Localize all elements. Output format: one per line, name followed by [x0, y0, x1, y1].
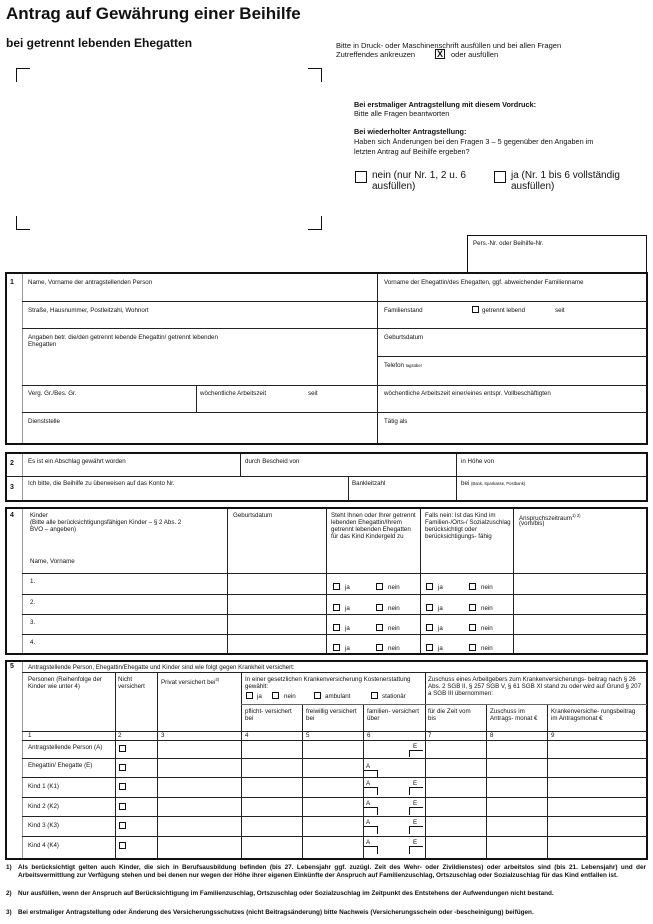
- section-5-number: 5: [10, 663, 14, 670]
- s5-row-line: [22, 777, 647, 778]
- changes-no-checkbox[interactable]: [355, 171, 367, 183]
- repeat-application-heading: Bei wiederholter Antragstellung:: [354, 127, 467, 136]
- family-insured-letter-e: E: [413, 743, 418, 750]
- child-1-ja-label: ja: [438, 584, 443, 591]
- child-row-number: 2.: [30, 599, 36, 606]
- s5-row-line: [22, 836, 647, 837]
- child-2-nein-label: nein: [388, 605, 400, 612]
- child-birth-label: Geburtsdatum: [233, 512, 273, 519]
- phone-label-text: Telefon: [384, 362, 404, 369]
- family-insured-a-box[interactable]: [364, 807, 378, 815]
- child-2-ja-label: ja: [345, 605, 350, 612]
- s5-col-line-2: [157, 672, 158, 858]
- weekly-hours-full-label: wöchentliche Arbeitszeit einer/eines entspr. Vollbeschäftigten: [384, 390, 551, 397]
- not-insured-checkbox-3[interactable]: [119, 783, 126, 790]
- s3-col-line-1: [348, 476, 349, 500]
- not-insured-checkbox-4[interactable]: [119, 803, 126, 810]
- child-3-nein-label: nein: [481, 625, 493, 632]
- child-3-benefit-nein-checkbox[interactable]: [376, 624, 383, 631]
- s5-colnum-line-bottom: [22, 740, 647, 741]
- child-1-benefit-nein-checkbox[interactable]: [376, 583, 383, 590]
- section-1-number: 1: [10, 279, 14, 286]
- section-3-number: 3: [10, 484, 14, 491]
- weekly-since-label: seit: [308, 390, 318, 397]
- family-insured-letter-e: E: [413, 800, 418, 807]
- child-2-nein-label: nein: [481, 605, 493, 612]
- reimbursement-yes-label: ja: [257, 693, 262, 700]
- address-corner-tr: [308, 68, 322, 82]
- child-1-considered-ja-checkbox[interactable]: [426, 583, 433, 590]
- person-row-label: Ehegattin/ Ehegatte (E): [28, 762, 93, 769]
- personnel-number-label: Pers.-Nr. oder Beihilfe-Nr.: [473, 240, 544, 247]
- column-number: 7: [428, 732, 432, 739]
- person-row-label: Kind 2 (K2): [28, 803, 59, 810]
- column-number: 9: [551, 732, 555, 739]
- family-insured-letter-a: A: [366, 819, 371, 826]
- account-label: Ich bitte, die Beihilfe zu überweisen auf das Konto Nr.: [28, 480, 175, 487]
- s4-row-line: [22, 594, 647, 595]
- inpatient-checkbox[interactable]: [371, 692, 378, 699]
- deduction-label: Es ist ein Abschlag gewährt worden: [28, 458, 126, 465]
- employer-subsidy-label: Zuschuss eines Arbeitgebers zum Krankenversicherungs- beitrag nach § 26 Abs. 2 SGB II, § 257 SGB V, § 61 SGB XI stand zu oder wird auf Grund § 207 a SGB III übernommen:: [428, 676, 642, 697]
- family-insured-a-box[interactable]: [364, 787, 378, 795]
- address-corner-br: [308, 216, 322, 230]
- child-4-benefit-nein-checkbox[interactable]: [376, 644, 383, 651]
- s5-row-line: [22, 797, 647, 798]
- phone-label: [384, 362, 422, 369]
- s4-col-line-2: [326, 509, 327, 653]
- family-insured-a-box[interactable]: [364, 770, 378, 777]
- reimbursement-no-label: nein: [284, 693, 296, 700]
- s5-col-line-3: [241, 672, 242, 858]
- child-1-nein-label: nein: [388, 584, 400, 591]
- mandatory-insured-label: pflicht- versichert bei: [245, 708, 292, 722]
- child-4-nein-label: nein: [388, 645, 400, 652]
- section-1-divider: [377, 274, 378, 443]
- child-4-ja-label: ja: [438, 645, 443, 652]
- child-2-benefit-ja-checkbox[interactable]: [333, 604, 340, 611]
- bank-code-label: Bankleitzahl: [352, 480, 386, 487]
- s5-col-line-1: [115, 672, 116, 858]
- s5-col-line-4: [302, 704, 303, 858]
- child-1-considered-nein-checkbox[interactable]: [469, 583, 476, 590]
- private-column-label: [161, 676, 223, 686]
- works-as-label: Tätig als: [384, 418, 408, 425]
- bank-label-hint: (Bank, Sparkasse, Postbank): [471, 481, 526, 486]
- s1-row-line-2: [22, 328, 647, 329]
- s5-col-line-8: [547, 704, 548, 858]
- child-4-considered-ja-checkbox[interactable]: [426, 644, 433, 651]
- child-3-considered-ja-checkbox[interactable]: [426, 624, 433, 631]
- footnote-text: Bei erstmaliger Antragstellung oder Änderung des Versicherungsschutzes (nicht Beitragsänderung) bitte Nachweis (Versicherungsschein oder -bescheinigung) beifügen.: [18, 909, 534, 916]
- child-4-benefit-ja-checkbox[interactable]: [333, 644, 340, 651]
- bank-label: [461, 480, 525, 487]
- s1-row-line-5: [22, 412, 647, 413]
- spouse-info-label: Angaben betr. die/den getrennt lebende Ehegattin/ getrennt lebenden Ehegatten: [28, 334, 218, 348]
- s5-col-line-6: [425, 672, 426, 858]
- family-insured-letter-a: A: [366, 763, 371, 770]
- claim-period-text: Anspruchszeitraum: [519, 515, 572, 523]
- s4-col-line-1: [227, 509, 228, 653]
- weekly-hours-label: wöchentliche Arbeitszeit: [200, 390, 267, 397]
- child-row-number: 4.: [30, 639, 36, 646]
- s3-col-line-2: [456, 476, 457, 500]
- s5-col-line-7: [486, 704, 487, 858]
- footnote-text: Als berücksichtigt gelten auch Kinder, die sich in Berufsausbildung befinden (bis 27. Lebensjahr ggf. zuzügl. Zeit des Wehr- oder Zivildienstes) oder arbeitslos sind (bis 21. Lebensjahr) und der Arbeitsvermittlung zur Verfügung stehen und bei denen nur wegen der Höhe ihrer eigenen Einkünfte der Anspruch auf Familienzuschlag, Ortszuschlag oder Sozialzuschlag für das Kind entfallen ist.: [18, 864, 646, 879]
- reimbursement-no-checkbox[interactable]: [272, 692, 279, 699]
- example-checkbox-x: [435, 49, 445, 59]
- family-insured-letter-a: A: [366, 839, 371, 846]
- s4-row-line: [22, 614, 647, 615]
- voluntary-insured-label: freiwillig versichert bei: [306, 708, 357, 722]
- instructions-line1: Bitte in Druck- oder Maschinenschrift ausfüllen und bei allen Fragen: [336, 41, 562, 50]
- instructions-line2a: Zutreffendes ankreuzen: [336, 50, 416, 59]
- insurance-contribution-label: Krankenversiche- rungsbeitrag im Antragsmonat €: [551, 708, 636, 722]
- bank-label-text: bei: [461, 480, 470, 487]
- section-4-number: 4: [10, 512, 14, 519]
- family-insured-letter-e: E: [413, 819, 418, 826]
- family-insured-letter-e: E: [413, 780, 418, 787]
- phone-label-daytime: tagsüber: [405, 363, 422, 368]
- office-label: Dienststelle: [28, 418, 60, 425]
- family-insured-e-box[interactable]: [409, 787, 423, 795]
- family-insured-letter-a: A: [366, 800, 371, 807]
- child-row-number: 1.: [30, 578, 36, 585]
- section-2-3-margin-line: [22, 454, 23, 500]
- not-insured-checkbox-1[interactable]: [119, 745, 126, 752]
- repeat-application-text2: letzten Antrag auf Beihilfe ergeben?: [354, 147, 470, 156]
- s4-row-line: [22, 634, 647, 635]
- not-insured-checkbox-2[interactable]: [119, 764, 126, 771]
- not-insured-checkbox-6[interactable]: [119, 842, 126, 849]
- child-3-benefit-ja-checkbox[interactable]: [333, 624, 340, 631]
- separated-checkbox[interactable]: [472, 306, 479, 313]
- section-1-margin-line: [22, 274, 23, 443]
- family-insured-e-box[interactable]: [409, 826, 423, 834]
- child-row-number: 3.: [30, 619, 36, 626]
- not-insured-checkbox-5[interactable]: [119, 822, 126, 829]
- pay-group-label: Verg. Gr./Bes. Gr.: [28, 390, 77, 397]
- column-number: 2: [118, 732, 122, 739]
- person-row-label: Kind 1 (K1): [28, 783, 59, 790]
- spouse-name-label: Vorname der Ehegattin/des Ehegatten, ggf. abweichender Familienname: [384, 279, 584, 286]
- child-2-considered-nein-checkbox[interactable]: [469, 604, 476, 611]
- child-3-ja-label: ja: [438, 625, 443, 632]
- child-name-label: Name, Vorname: [30, 558, 75, 565]
- address-corner-bl: [16, 216, 30, 230]
- family-insured-e-box[interactable]: [409, 750, 423, 757]
- private-column-text: Privat versichert bei: [161, 679, 216, 687]
- children-label: Kinder: [30, 512, 48, 519]
- address-label: Straße, Hausnummer, Postleitzahl, Wohnort: [28, 307, 149, 314]
- claim-period-sub: (vom/bis): [519, 520, 545, 527]
- family-insured-letter-e: E: [413, 839, 418, 846]
- notice-label: durch Bescheid von: [245, 458, 300, 465]
- family-insured-letter-a: A: [366, 780, 371, 787]
- child-1-nein-label: nein: [481, 584, 493, 591]
- child-considered-question: Falls nein: Ist das Kind im Familien-/Orts-/ Sozialzuschlag berücksichtigt oder berücksichtigungs- fähig: [425, 512, 511, 540]
- child-4-ja-label: ja: [345, 645, 350, 652]
- family-status-label: Familienstand: [384, 307, 423, 314]
- amount-label: in Höhe von: [461, 458, 495, 465]
- child-2-considered-ja-checkbox[interactable]: [426, 604, 433, 611]
- column-number: 4: [245, 732, 249, 739]
- footnote-number: 3): [6, 909, 12, 916]
- s2-s3-divider: [7, 476, 646, 477]
- column-number: 1: [28, 732, 32, 739]
- family-insured-e-box[interactable]: [409, 846, 423, 854]
- s5-col-line-5: [363, 704, 364, 858]
- since-label: seit: [555, 307, 565, 314]
- section-2-number: 2: [10, 460, 14, 467]
- child-3-ja-label: ja: [345, 625, 350, 632]
- insurance-heading: Antragstellende Person, Ehegattin/Ehegatte und Kinder sind wie folgt gegen Krankheit versichert:: [28, 664, 295, 671]
- separated-label: getrennt lebend: [482, 307, 526, 314]
- child-3-nein-label: nein: [388, 625, 400, 632]
- children-hint: (Bitte alle berücksichtigungsfähigen Kinder – § 2 Abs. 2 BVO – angeben): [30, 519, 182, 533]
- family-insured-a-box[interactable]: [364, 826, 378, 834]
- child-1-benefit-ja-checkbox[interactable]: [333, 583, 340, 590]
- s5-row-line: [22, 758, 647, 759]
- s5-sub-head-line: [241, 704, 647, 705]
- first-application-heading: Bei erstmaliger Antragstellung mit diesem Vordruck:: [354, 100, 537, 109]
- statutory-column-label: In einer gesetzlichen Krankenversicherung Kostenerstattung gewählt:: [245, 676, 411, 690]
- changes-yes-checkbox[interactable]: [494, 171, 506, 183]
- child-3-considered-nein-checkbox[interactable]: [469, 624, 476, 631]
- person-row-label: Kind 3 (K3): [28, 822, 59, 829]
- column-number: 6: [367, 732, 371, 739]
- child-2-ja-label: ja: [438, 605, 443, 612]
- section-5-margin-line: [22, 662, 23, 858]
- column-number: 8: [490, 732, 494, 739]
- reimbursement-yes-checkbox[interactable]: [246, 692, 253, 699]
- s1-row-line-4: [22, 385, 647, 386]
- section-4-margin-line: [22, 509, 23, 653]
- subsidy-amount-label: Zuschuss im Antrags- monat €: [490, 708, 538, 722]
- birthdate-label: Geburtsdatum: [384, 334, 424, 341]
- column-number: 5: [306, 732, 310, 739]
- s2-col-line-2: [456, 454, 457, 476]
- inpatient-label: stationär: [382, 693, 406, 700]
- column-number: 3: [161, 732, 165, 739]
- child-4-considered-nein-checkbox[interactable]: [469, 644, 476, 651]
- form-title: Antrag auf Gewährung einer Beihilfe: [6, 4, 301, 23]
- s4-col-line-4: [513, 509, 514, 653]
- s1-col-line-group: [196, 385, 197, 412]
- not-insured-column-label: Nicht versichert: [118, 676, 145, 690]
- period-label: für die Zeit vom bis: [428, 708, 471, 722]
- s5-row-line: [22, 816, 647, 817]
- s4-row-line: [22, 573, 647, 574]
- persons-column-label: Personen (Reihenfolge der Kinder wie unter 4): [28, 676, 102, 690]
- family-insured-label: familien- versichert über: [367, 708, 419, 722]
- private-column-sup: 3): [215, 677, 220, 682]
- repeat-application-text1: Haben sich Änderungen bei den Fragen 3 – 5 gegenüber den Angaben im: [354, 137, 594, 146]
- footnote-number: 2): [6, 890, 12, 897]
- instructions-line2b: oder ausfüllen: [451, 50, 499, 59]
- section-1-frame: [5, 272, 648, 445]
- form-subtitle: bei getrennt lebenden Ehegatten: [6, 36, 193, 50]
- child-benefit-question: Steht Ihnen oder Ihrer getrennt lebenden Ehegattin/Ihrem getrennt lebenden Ehegatten für das Kind Kindergeld zu: [331, 512, 416, 540]
- child-2-benefit-nein-checkbox[interactable]: [376, 604, 383, 611]
- family-insured-a-box[interactable]: [364, 846, 378, 854]
- changes-no-label: nein (nur Nr. 1, 2 u. 6 ausfüllen): [372, 170, 466, 192]
- outpatient-label: ambulant: [325, 693, 351, 700]
- footnote-text: Nur ausfüllen, wenn der Anspruch auf Berücksichtigung im Familienzuschlag, Ortszuschlag oder Sozialzuschlag im Zeitpunkt des Entstehens der Aufwendungen nicht bestand.: [18, 890, 554, 897]
- footnote-number: 1): [6, 864, 12, 871]
- outpatient-checkbox[interactable]: [314, 692, 321, 699]
- s1-row-line-3: [377, 356, 647, 357]
- s4-col-line-3: [420, 509, 421, 653]
- claim-period-sup: 1) 2): [571, 513, 581, 518]
- family-insured-e-box[interactable]: [409, 807, 423, 815]
- s1-row-line-1: [22, 301, 647, 302]
- person-row-label: Antragstellende Person (A): [28, 744, 103, 751]
- person-row-label: Kind 4 (K4): [28, 842, 59, 849]
- first-application-text: Bitte alle Fragen beantworten: [354, 109, 450, 118]
- applicant-name-label: Name, Vorname der antragstellenden Person: [28, 279, 153, 286]
- x-mark: X: [436, 49, 443, 59]
- child-4-nein-label: nein: [481, 645, 493, 652]
- child-1-ja-label: ja: [345, 584, 350, 591]
- s2-col-line-1: [240, 454, 241, 476]
- address-corner-tl: [16, 68, 30, 82]
- changes-yes-label: ja (Nr. 1 bis 6 vollständig ausfüllen): [511, 170, 620, 192]
